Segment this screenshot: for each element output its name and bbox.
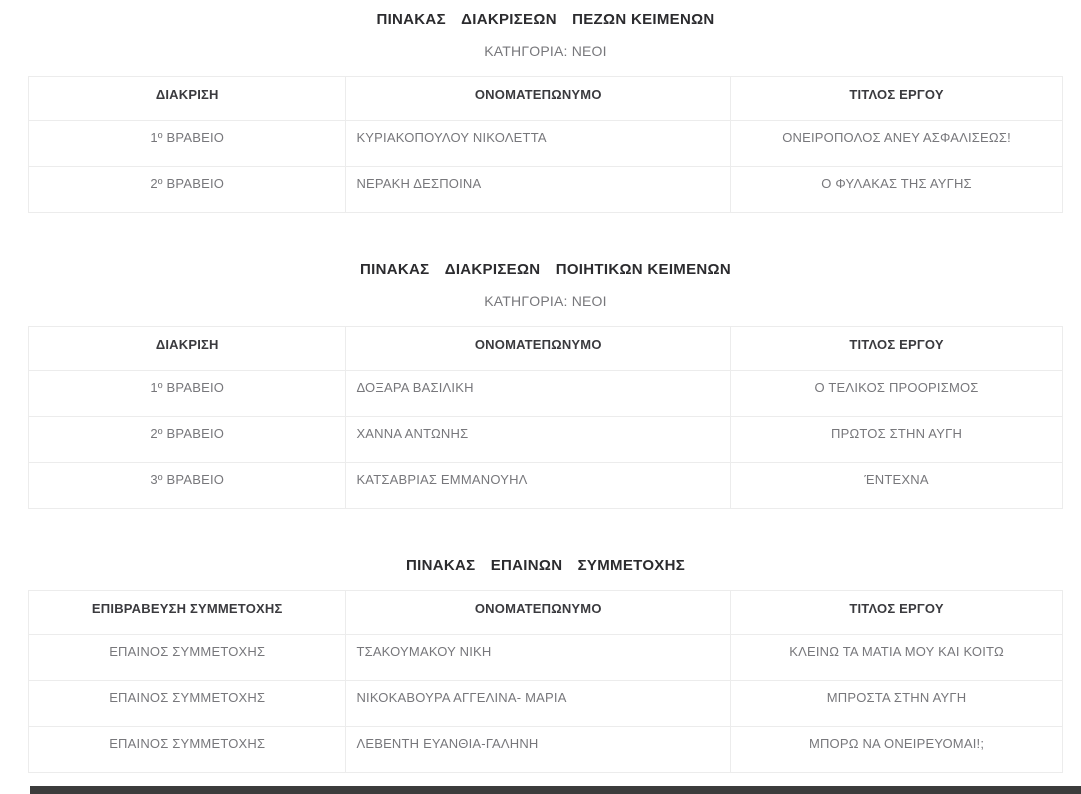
name-cell: ΧΑΝΝΑ ΑΝΤΩΝΗΣ <box>346 417 731 463</box>
work-title-cell: Ο ΤΕΛΙΚΟΣ ΠΡΟΟΡΙΣΜΟΣ <box>731 371 1063 417</box>
name-cell: ΔΟΞΑΡΑ ΒΑΣΙΛΙΚΗ <box>346 371 731 417</box>
section-title: ΠΙΝΑΚΑΣ ΕΠΑΙΝΩΝ ΣΥΜΜΕΤΟΧΗΣ <box>405 557 686 574</box>
work-title-cell: ΚΛΕΙΝΩ ΤΑ ΜΑΤΙΑ ΜΟΥ ΚΑΙ ΚΟΙΤΩ <box>731 635 1063 681</box>
distinction-cell: ΕΠΑΙΝΟΣ ΣΥΜΜΕΤΟΧΗΣ <box>29 681 346 727</box>
section-title: ΠΙΝΑΚΑΣ ΔΙΑΚΡΙΣΕΩΝ ΠΕΖΩΝ ΚΕΙΜΕΝΩΝ <box>376 11 715 28</box>
table-row <box>29 417 1063 463</box>
work-title-cell: Ο ΦΥΛΑΚΑΣ ΤΗΣ ΑΥΓΗΣ <box>731 167 1063 213</box>
table-row <box>29 635 1063 681</box>
column-header: ΟΝΟΜΑΤΕΠΩΝΥΜΟ <box>346 327 731 371</box>
column-header: ΟΝΟΜΑΤΕΠΩΝΥΜΟ <box>346 77 731 121</box>
section-subtitle: ΚΑΤΗΓΟΡΙΑ: ΝΕΟΙ <box>484 293 607 309</box>
section-title: ΠΙΝΑΚΑΣ ΔΙΑΚΡΙΣΕΩΝ ΠΟΙΗΤΙΚΩΝ ΚΕΙΜΕΝΩΝ <box>360 261 731 278</box>
column-header: ΤΙΤΛΟΣ ΕΡΓΟΥ <box>731 591 1063 635</box>
table-row <box>29 121 1063 167</box>
table-row <box>29 727 1063 773</box>
award-section <box>28 557 1063 773</box>
name-cell: ΛΕΒΕΝΤΗ ΕΥΑΝΘΙΑ-ΓΑΛΗΝΗ <box>346 727 731 773</box>
work-title-cell: ΜΠΡΟΣΤΑ ΣΤΗΝ ΑΥΓΗ <box>731 681 1063 727</box>
table-row <box>29 681 1063 727</box>
table-header-row <box>29 77 1063 121</box>
table-header-row <box>29 327 1063 371</box>
distinction-cell: 1º ΒΡΑΒΕΙΟ <box>29 121 346 167</box>
name-cell: ΝΙΚΟΚΑΒΟΥΡΑ ΑΓΓΕΛΙΝΑ- ΜΑΡΙΑ <box>346 681 731 727</box>
award-section <box>28 11 1063 213</box>
table-header-row <box>29 591 1063 635</box>
name-cell: ΚΥΡΙΑΚΟΠΟΥΛΟΥ ΝΙΚΟΛΕΤΤΑ <box>346 121 731 167</box>
footer-bar <box>30 786 1081 794</box>
column-header: ΤΙΤΛΟΣ ΕΡΓΟΥ <box>731 327 1063 371</box>
column-header: ΤΙΤΛΟΣ ΕΡΓΟΥ <box>731 77 1063 121</box>
distinction-cell: ΕΠΑΙΝΟΣ ΣΥΜΜΕΤΟΧΗΣ <box>29 635 346 681</box>
work-title-cell: ΜΠΟΡΩ ΝΑ ΟΝΕΙΡΕΥΟΜΑΙ!; <box>731 727 1063 773</box>
distinction-cell: 2º ΒΡΑΒΕΙΟ <box>29 167 346 213</box>
name-cell: ΚΑΤΣΑΒΡΙΑΣ ΕΜΜΑΝΟΥΗΛ <box>346 463 731 509</box>
column-header: ΔΙΑΚΡΙΣΗ <box>29 77 346 121</box>
work-title-cell: ΠΡΩΤΟΣ ΣΤΗΝ ΑΥΓΗ <box>731 417 1063 463</box>
column-header: ΟΝΟΜΑΤΕΠΩΝΥΜΟ <box>346 591 731 635</box>
section-subtitle: ΚΑΤΗΓΟΡΙΑ: ΝΕΟΙ <box>484 43 607 59</box>
work-title-cell: ΟΝΕΙΡΟΠΟΛΟΣ ΑΝΕΥ ΑΣΦΑΛΙΣΕΩΣ! <box>731 121 1063 167</box>
distinction-cell: 1º ΒΡΑΒΕΙΟ <box>29 371 346 417</box>
awards-table <box>28 326 1063 509</box>
table-row <box>29 463 1063 509</box>
awards-table <box>28 76 1063 213</box>
table-row <box>29 371 1063 417</box>
column-header: ΔΙΑΚΡΙΣΗ <box>29 327 346 371</box>
distinction-cell: ΕΠΑΙΝΟΣ ΣΥΜΜΕΤΟΧΗΣ <box>29 727 346 773</box>
column-header: ΕΠΙΒΡΑΒΕΥΣΗ ΣΥΜΜΕΤΟΧΗΣ <box>29 591 346 635</box>
table-row <box>29 167 1063 213</box>
distinction-cell: 2º ΒΡΑΒΕΙΟ <box>29 417 346 463</box>
awards-table <box>28 590 1063 773</box>
name-cell: ΤΣΑΚΟΥΜΑΚΟΥ ΝΙΚΗ <box>346 635 731 681</box>
distinction-cell: 3º ΒΡΑΒΕΙΟ <box>29 463 346 509</box>
name-cell: ΝΕΡΑΚΗ ΔΕΣΠΟΙΝΑ <box>346 167 731 213</box>
sections-container <box>28 11 1063 773</box>
award-section <box>28 261 1063 509</box>
work-title-cell: ΈΝΤΕΧΝΑ <box>731 463 1063 509</box>
